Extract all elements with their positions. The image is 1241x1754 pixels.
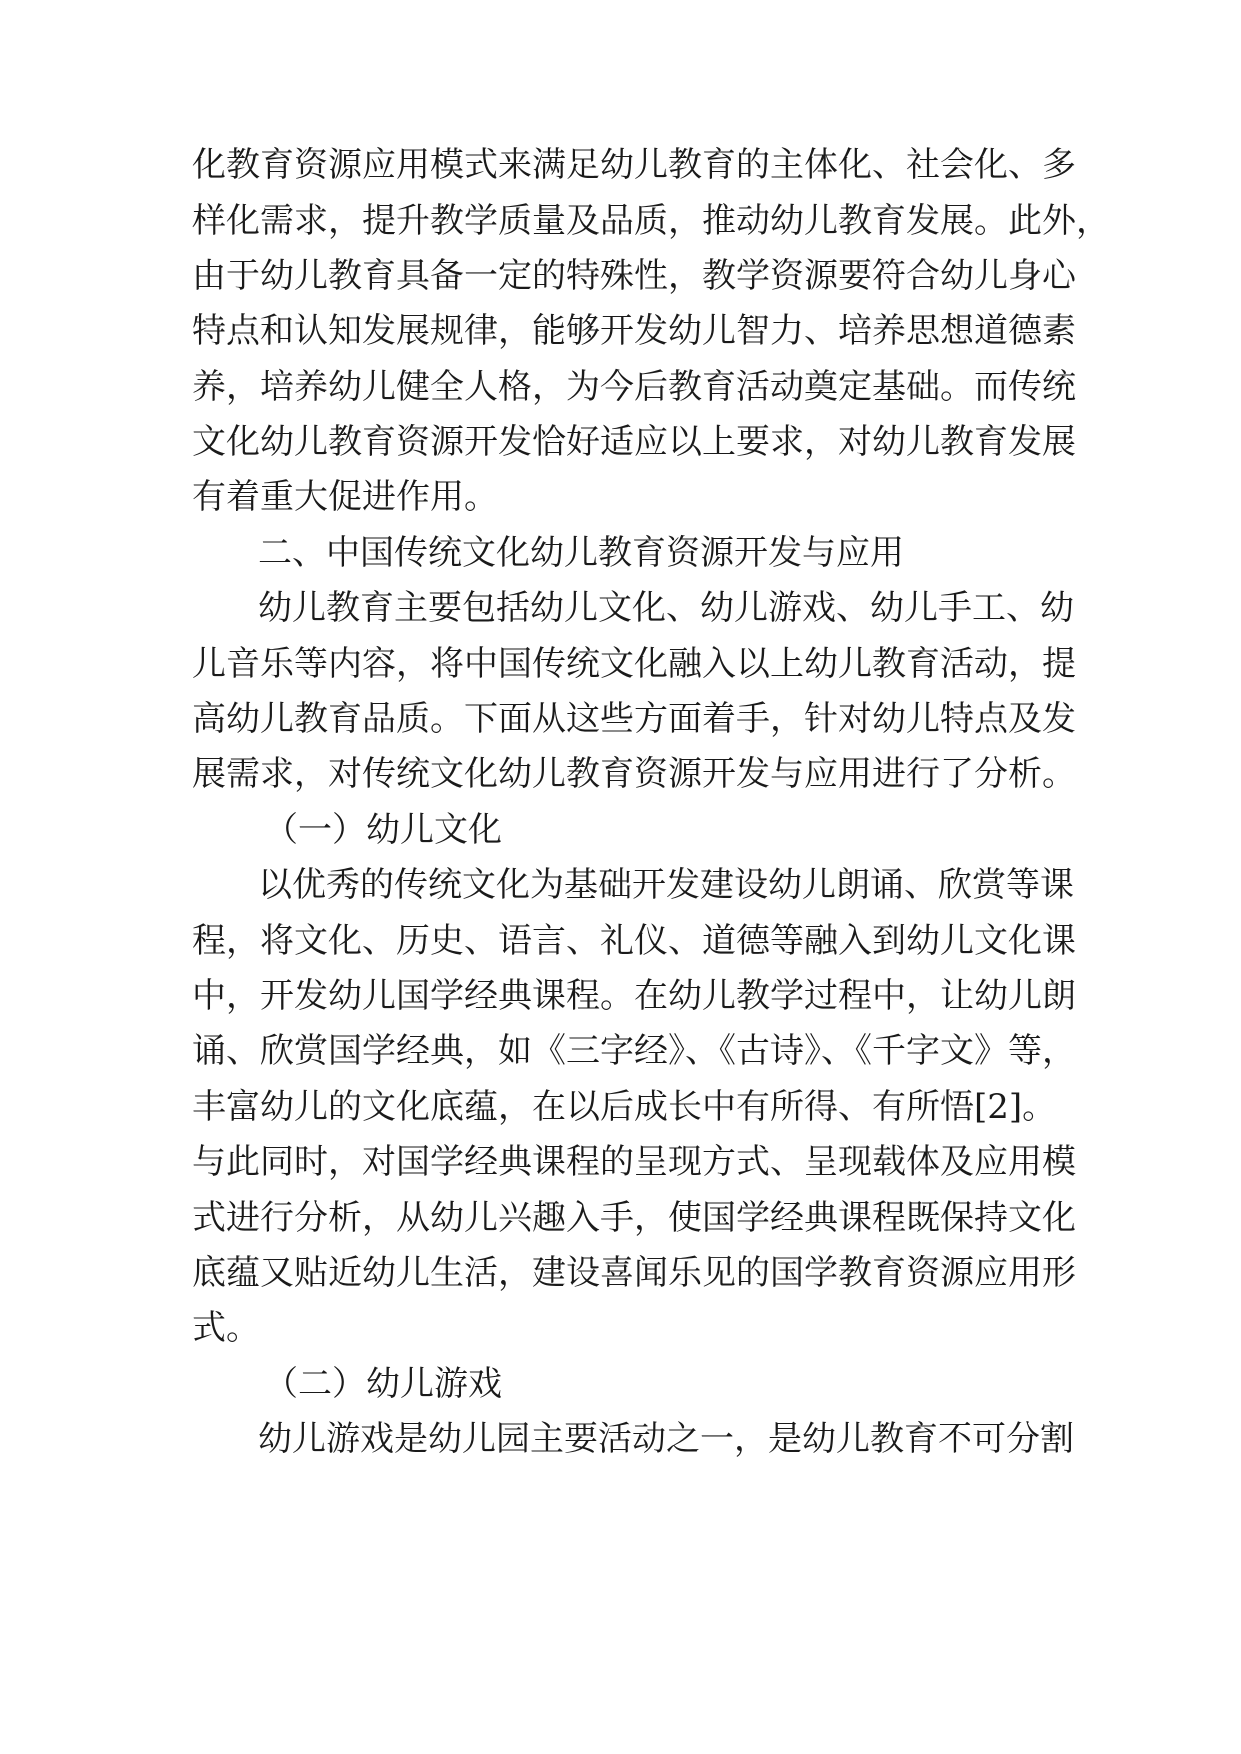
paragraph-line: 文化幼儿教育资源开发恰好适应以上要求，对幼儿教育发展	[192, 422, 1076, 462]
paragraph-line: 丰富幼儿的文化底蕴，在以后成长中有所得、有所悟[2]。	[192, 1087, 1057, 1127]
subsection-heading: （一）幼儿文化	[264, 810, 502, 850]
paragraph-line: 诵、欣赏国学经典，如《三字经》、《古诗》、《千字文》等，	[192, 1031, 1076, 1071]
paragraph-line: 式进行分析，从幼儿兴趣入手，使国学经典课程既保持文化	[192, 1198, 1076, 1238]
paragraph-line: 中，开发幼儿国学经典课程。在幼儿教学过程中，让幼儿朗	[192, 976, 1076, 1016]
paragraph-line: 由于幼儿教育具备一定的特殊性，教学资源要符合幼儿身心	[192, 256, 1076, 296]
paragraph-line: 有着重大促进作用。	[192, 477, 498, 517]
paragraph-line: 养，培养幼儿健全人格，为今后教育活动奠定基础。而传统	[192, 367, 1076, 407]
paragraph-line: 与此同时，对国学经典课程的呈现方式、呈现载体及应用模	[192, 1142, 1076, 1182]
paragraph-line: 幼儿教育主要包括幼儿文化、幼儿游戏、幼儿手工、幼	[258, 588, 1074, 628]
section-heading: 二、中国传统文化幼儿教育资源开发与应用	[258, 533, 904, 573]
paragraph-line: 展需求，对传统文化幼儿教育资源开发与应用进行了分析。	[192, 754, 1076, 794]
paragraph-line: 样化需求，提升教学质量及品质，推动幼儿教育发展。此外，	[192, 201, 1110, 241]
paragraph-line: 程，将文化、历史、语言、礼仪、道德等融入到幼儿文化课	[192, 921, 1076, 961]
paragraph-line: 底蕴又贴近幼儿生活，建设喜闻乐见的国学教育资源应用形	[192, 1253, 1076, 1293]
paragraph-line: 幼儿游戏是幼儿园主要活动之一，是幼儿教育不可分割	[258, 1419, 1074, 1459]
paragraph-line: 特点和认知发展规律，能够开发幼儿智力、培养思想道德素	[192, 311, 1076, 351]
subsection-heading: （二）幼儿游戏	[264, 1364, 502, 1404]
paragraph-line: 化教育资源应用模式来满足幼儿教育的主体化、社会化、多	[192, 145, 1076, 185]
paragraph-line: 儿音乐等内容，将中国传统文化融入以上幼儿教育活动，提	[192, 644, 1076, 684]
paragraph-line: 式。	[192, 1308, 260, 1348]
paragraph-line: 高幼儿教育品质。下面从这些方面着手，针对幼儿特点及发	[192, 699, 1076, 739]
paragraph-line: 以优秀的传统文化为基础开发建设幼儿朗诵、欣赏等课	[258, 865, 1074, 905]
